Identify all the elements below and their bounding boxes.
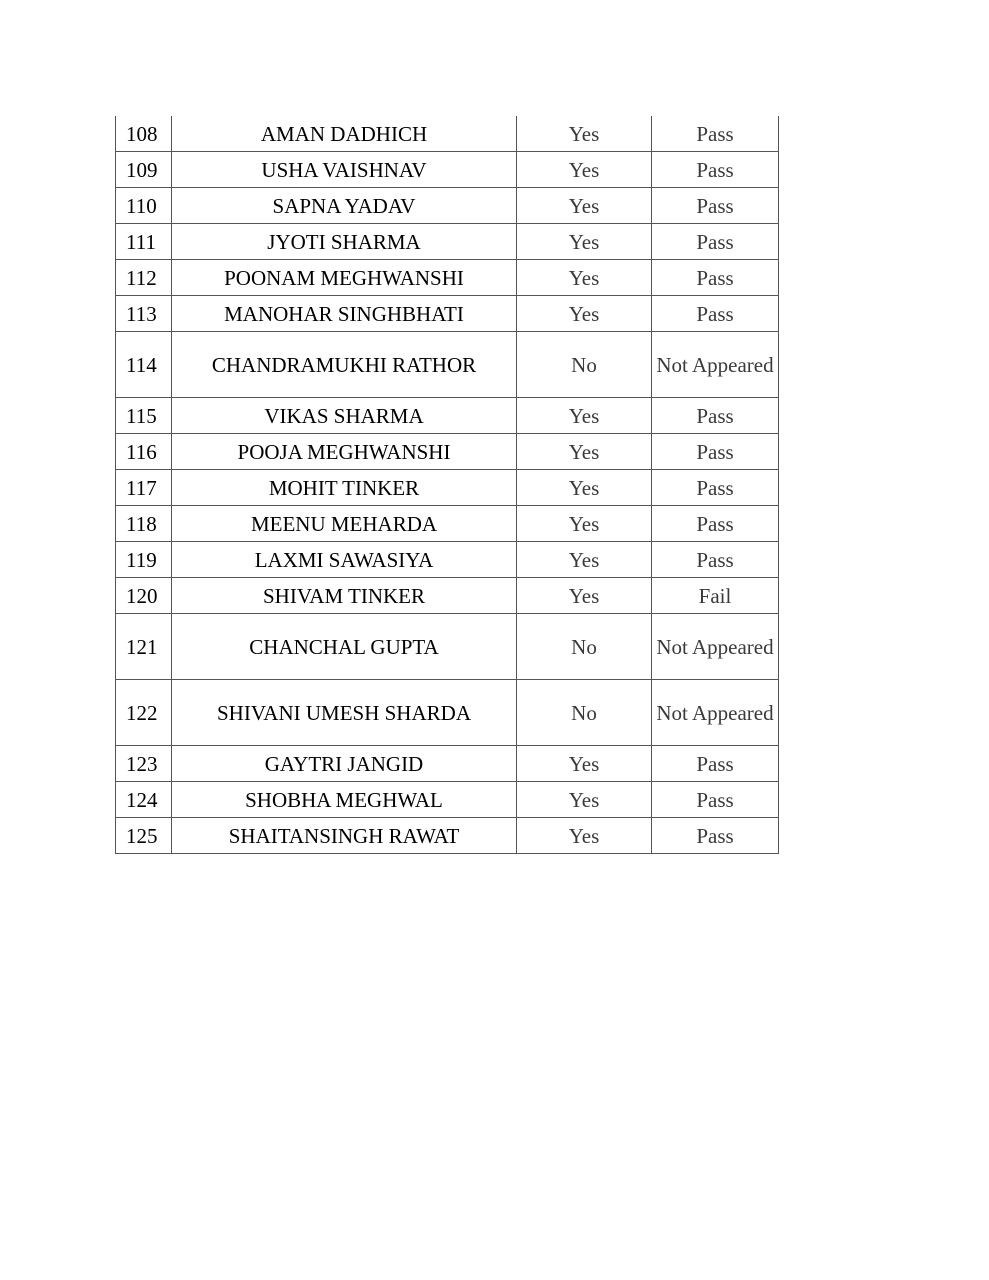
attendance-cell: Yes — [517, 434, 652, 470]
attendance-cell: No — [517, 614, 652, 680]
result-cell: Pass — [652, 470, 779, 506]
candidate-name-cell: CHANCHAL GUPTA — [172, 614, 517, 680]
table-row — [116, 296, 779, 332]
serial-number-cell: 117 — [116, 470, 172, 506]
table-row — [116, 470, 779, 506]
attendance-cell: Yes — [517, 188, 652, 224]
candidate-name-cell: USHA VAISHNAV — [172, 152, 517, 188]
attendance-cell: Yes — [517, 746, 652, 782]
results-table-body — [116, 116, 779, 854]
table-row — [116, 332, 779, 398]
serial-number-cell: 111 — [116, 224, 172, 260]
attendance-cell: Yes — [517, 260, 652, 296]
serial-number-cell: 122 — [116, 680, 172, 746]
result-cell: Pass — [652, 818, 779, 854]
candidate-name-cell: SAPNA YADAV — [172, 188, 517, 224]
result-cell: Pass — [652, 152, 779, 188]
result-cell: Not Appeared — [652, 332, 779, 398]
result-cell: Pass — [652, 116, 779, 152]
table-row — [116, 152, 779, 188]
table-row — [116, 398, 779, 434]
candidate-name-cell: MEENU MEHARDA — [172, 506, 517, 542]
attendance-cell: Yes — [517, 116, 652, 152]
table-row — [116, 188, 779, 224]
candidate-name-cell: SHIVANI UMESH SHARDA — [172, 680, 517, 746]
result-cell: Pass — [652, 398, 779, 434]
attendance-cell: No — [517, 680, 652, 746]
attendance-cell: Yes — [517, 578, 652, 614]
attendance-cell: Yes — [517, 224, 652, 260]
table-row — [116, 224, 779, 260]
candidate-name-cell: MANOHAR SINGHBHATI — [172, 296, 517, 332]
candidate-name-cell: POONAM MEGHWANSHI — [172, 260, 517, 296]
result-cell: Pass — [652, 746, 779, 782]
candidate-name-cell: AMAN DADHICH — [172, 116, 517, 152]
table-row — [116, 542, 779, 578]
result-cell: Fail — [652, 578, 779, 614]
attendance-cell: Yes — [517, 818, 652, 854]
candidate-name-cell: POOJA MEGHWANSHI — [172, 434, 517, 470]
result-cell: Pass — [652, 188, 779, 224]
results-table — [115, 116, 779, 854]
table-row — [116, 680, 779, 746]
serial-number-cell: 109 — [116, 152, 172, 188]
candidate-name-cell: CHANDRAMUKHI RATHOR — [172, 332, 517, 398]
table-row — [116, 614, 779, 680]
result-cell: Not Appeared — [652, 614, 779, 680]
attendance-cell: Yes — [517, 152, 652, 188]
table-row — [116, 260, 779, 296]
candidate-name-cell: LAXMI SAWASIYA — [172, 542, 517, 578]
candidate-name-cell: MOHIT TINKER — [172, 470, 517, 506]
attendance-cell: Yes — [517, 542, 652, 578]
table-row — [116, 506, 779, 542]
serial-number-cell: 124 — [116, 782, 172, 818]
candidate-name-cell: GAYTRI JANGID — [172, 746, 517, 782]
attendance-cell: No — [517, 332, 652, 398]
attendance-cell: Yes — [517, 782, 652, 818]
attendance-cell: Yes — [517, 506, 652, 542]
attendance-cell: Yes — [517, 296, 652, 332]
table-row — [116, 782, 779, 818]
result-cell: Pass — [652, 542, 779, 578]
table-row — [116, 818, 779, 854]
candidate-name-cell: SHIVAM TINKER — [172, 578, 517, 614]
result-cell: Pass — [652, 782, 779, 818]
candidate-name-cell: JYOTI SHARMA — [172, 224, 517, 260]
serial-number-cell: 110 — [116, 188, 172, 224]
serial-number-cell: 112 — [116, 260, 172, 296]
serial-number-cell: 123 — [116, 746, 172, 782]
serial-number-cell: 118 — [116, 506, 172, 542]
result-cell: Pass — [652, 260, 779, 296]
result-cell: Pass — [652, 506, 779, 542]
serial-number-cell: 113 — [116, 296, 172, 332]
serial-number-cell: 121 — [116, 614, 172, 680]
serial-number-cell: 125 — [116, 818, 172, 854]
attendance-cell: Yes — [517, 470, 652, 506]
candidate-name-cell: SHOBHA MEGHWAL — [172, 782, 517, 818]
candidate-name-cell: VIKAS SHARMA — [172, 398, 517, 434]
result-cell: Pass — [652, 296, 779, 332]
serial-number-cell: 116 — [116, 434, 172, 470]
result-cell: Not Appeared — [652, 680, 779, 746]
serial-number-cell: 120 — [116, 578, 172, 614]
attendance-cell: Yes — [517, 398, 652, 434]
table-row — [116, 434, 779, 470]
table-row — [116, 116, 779, 152]
table-row — [116, 746, 779, 782]
candidate-name-cell: SHAITANSINGH RAWAT — [172, 818, 517, 854]
serial-number-cell: 114 — [116, 332, 172, 398]
table-row — [116, 578, 779, 614]
serial-number-cell: 119 — [116, 542, 172, 578]
result-cell: Pass — [652, 434, 779, 470]
serial-number-cell: 108 — [116, 116, 172, 152]
result-cell: Pass — [652, 224, 779, 260]
serial-number-cell: 115 — [116, 398, 172, 434]
